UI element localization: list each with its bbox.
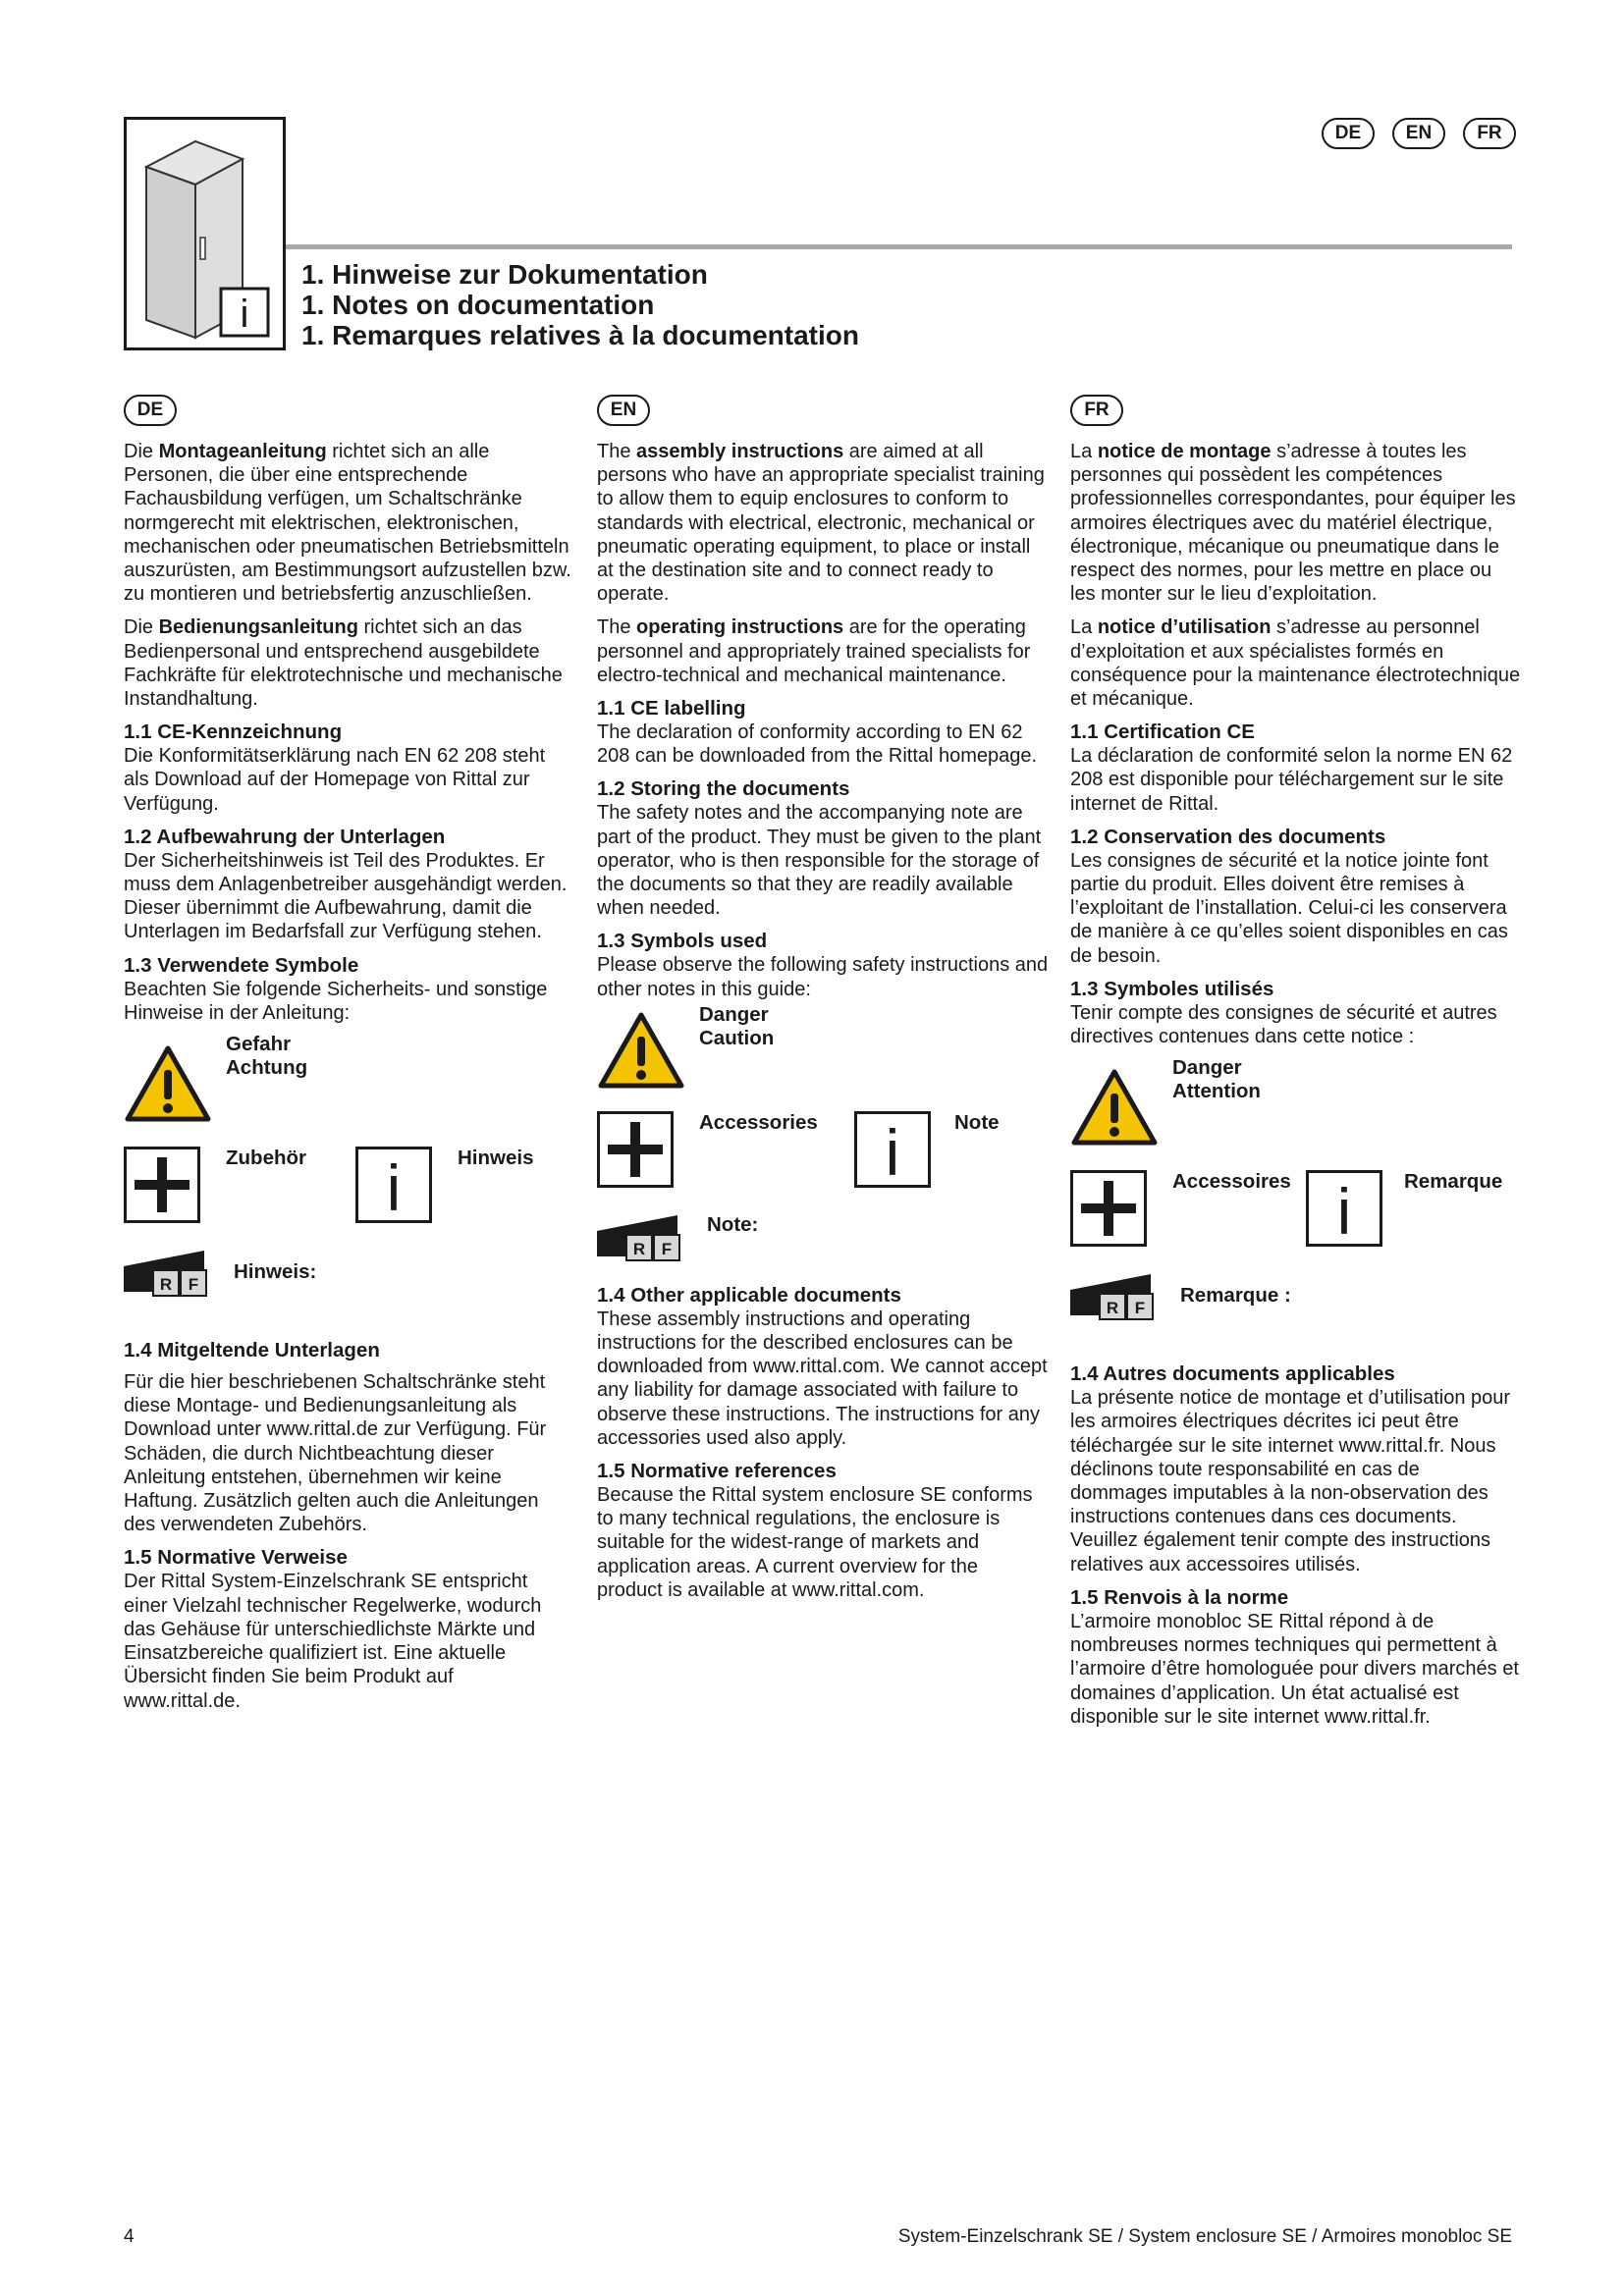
column-fr <box>1070 395 1522 1738</box>
info-icon <box>854 1111 931 1188</box>
section-text: Tenir compte des consignes de sécurité et autres directives contenues dans cette notice : <box>1070 1001 1497 1048</box>
title-fr: 1. Remarques relatives à la documentation <box>301 320 859 350</box>
paragraph: Die Montageanleitung richtet sich an alle Personen, die über eine entsprechende Fachausbildung verfügen, um Schaltschränke normgerecht mit elektrischen, elektronischen, mechanischen oder pneumatischen Betriebsmitteln auszurüsten, am Bestimmungsort aufzustellen bzw. zu montieren und betriebsfertig anzuschließen. <box>124 441 571 606</box>
column-de <box>124 395 575 1723</box>
section-text: These assembly instructions and operating instructions for the described enclosures can be downloaded from www.rittal.com. We cannot accept any liability for damage associated with failure to observe these instructions. The instructions for any accessories used also apply. <box>597 1308 1048 1449</box>
warning-symbol-row <box>1070 1054 1522 1148</box>
footer-title: System-Einzelschrank SE / System enclosure SE / Armoires monobloc SE <box>897 2226 1512 2247</box>
section-text: Die Konformitätserklärung nach EN 62 208 steht als Download auf der Homepage von Rittal zur Verfügung. <box>124 745 546 815</box>
caution-label: Caution <box>699 1026 775 1049</box>
title-en: 1. Notes on documentation <box>301 290 655 320</box>
rf-note-icon <box>1070 1272 1168 1327</box>
danger-label: Danger <box>699 1002 769 1026</box>
svg-text:R: R <box>159 1275 173 1295</box>
section-heading: 1.4 Mitgeltende Unterlagen <box>124 1339 380 1362</box>
section-heading: 1.2 Conservation des documents <box>1070 825 1386 848</box>
accessories-label: Accessoires <box>1172 1170 1291 1194</box>
section-text: Beachten Sie folgende Sicherheits- und sonstige Hinweise in der Anleitung: <box>124 978 548 1024</box>
rf-note-label: Remarque : <box>1180 1284 1291 1308</box>
section-text: Der Rittal System-Einzelschrank SE entspricht einer Vielzahl technischer Regelwerke, wodurch das Gehäuse für unterschiedlichste Märkte und Einsatzbereiche qualifiziert ist. Eine aktuelle Übersicht finden Sie beim Produkt auf www.rittal.de. <box>124 1571 542 1712</box>
page-title <box>301 259 859 350</box>
section-text: The safety notes and the accompanying note are part of the product. They must be given to the plant operator, who is then responsible for the storage of the documents so that they are readily available when needed. <box>597 802 1042 920</box>
plus-icon <box>124 1147 200 1223</box>
svg-text:F: F <box>188 1275 199 1295</box>
lang-pill-de: DE <box>124 395 177 426</box>
accessory-note-row <box>597 1101 1049 1209</box>
accessories-label: Accessories <box>699 1110 818 1134</box>
section-heading: 1.5 Normative references <box>597 1460 837 1483</box>
danger-label: Gefahr <box>226 1033 292 1056</box>
accessory-note-row <box>124 1137 575 1245</box>
section-text: Les consignes de sécurité et la notice jointe font partie du produit. Elles doivent être remises à l’exploitant de l’installation. Celui-ci les conservera de manière à ce qu’elles soient disponibles en cas de besoin. <box>1070 849 1508 967</box>
section-heading: 1.1 CE-Kennzeichnung <box>124 721 343 744</box>
section-text: Please observe the following safety instructions and other notes in this guide: <box>597 954 1049 1000</box>
page-number: 4 <box>124 2226 135 2247</box>
section-heading: 1.4 Other applicable documents <box>597 1283 901 1307</box>
svg-text:F: F <box>661 1239 673 1258</box>
warning-symbol-row <box>124 1031 575 1125</box>
title-de: 1. Hinweise zur Dokumentation <box>301 259 708 290</box>
info-icon <box>355 1147 432 1223</box>
lang-pill-en: EN <box>1392 118 1445 149</box>
plus-icon <box>1070 1170 1147 1247</box>
info-icon <box>1306 1170 1382 1247</box>
caution-label: Attention <box>1172 1080 1261 1103</box>
section-heading: 1.2 Aufbewahrung der Unterlagen <box>124 825 446 848</box>
warning-triangle-icon <box>124 1044 212 1123</box>
section-heading: 1.3 Symboles utilisés <box>1070 977 1274 1000</box>
paragraph: La notice d’utilisation s’adresse au personnel d’exploitation et aux spécialistes formés en conséquence pour la maintenance électrotechnique et mécanique. <box>1070 616 1521 711</box>
svg-text:R: R <box>1106 1299 1119 1318</box>
svg-text:i: i <box>885 1117 900 1181</box>
rf-note-row <box>124 1249 575 1339</box>
section-text: L’armoire monobloc SE Rittal répond à de nombreuses normes techniques qui permettent à l’armoire d’être homologuée pour divers marchés et domaines d’application. Un état actualisé est disponible sur le site internet www.rittal.fr. <box>1070 1610 1519 1728</box>
cabinet-icon <box>127 120 283 347</box>
note-label: Hinweis <box>458 1147 534 1170</box>
info-letter: i <box>240 293 249 336</box>
section-heading: 1.3 Verwendete Symbole <box>124 953 359 977</box>
svg-text:F: F <box>1134 1299 1146 1318</box>
warning-symbol-row <box>597 1002 1049 1101</box>
note-label: Remarque <box>1404 1170 1503 1194</box>
section-heading: 1.2 Storing the documents <box>597 777 850 801</box>
cabinet-illustration <box>124 117 286 350</box>
note-label: Note <box>954 1110 1000 1134</box>
section-heading: 1.5 Renvois à la norme <box>1070 1585 1289 1609</box>
paragraph: La notice de montage s’adresse à toutes les personnes qui possèdent les compétences professionnelles correspondantes, pour équiper les armoires électriques avec du matériel électrique, électronique, mécanique ou pneumatique dans le respect des normes, pour les mettre en place ou les monter sur le lieu d’exploitation. <box>1070 441 1516 606</box>
rf-note-icon <box>124 1249 222 1304</box>
rf-note-label: Hinweis: <box>234 1260 317 1284</box>
section-heading: 1.3 Symbols used <box>597 930 768 953</box>
rf-note-row <box>597 1213 1049 1284</box>
lang-pill-fr: FR <box>1070 395 1123 426</box>
lang-pill-de: DE <box>1322 118 1375 149</box>
section-heading: 1.5 Normative Verweise <box>124 1546 348 1570</box>
warning-triangle-icon <box>1070 1068 1159 1147</box>
section-heading: 1.4 Autres documents applicables <box>1070 1362 1395 1386</box>
section-text: The declaration of conformity according to EN 62 208 can be downloaded from the Rittal homepage. <box>597 721 1038 768</box>
svg-text:R: R <box>632 1239 646 1258</box>
section-text: La déclaration de conformité selon la norme EN 62 208 est disponible pour téléchargement sur le site internet de Rittal. <box>1070 745 1513 815</box>
lang-pill-en: EN <box>597 395 650 426</box>
rf-note-icon <box>597 1213 695 1268</box>
section-text: La présente notice de montage et d’utilisation pour les armoires électriques décrites ici peut être téléchargée sur le site internet www.rittal.fr. Nous déclinons toute responsabilité en cas de dommages imputables à la non-observation des instructions contenues dans ces documents. Veuillez également tenir compte des instructions relatives aux accessoires utilisés. <box>1070 1387 1511 1575</box>
plus-icon <box>597 1111 674 1188</box>
paragraph: The assembly instructions are aimed at all persons who have an appropriate specialist training to allow them to equip enclosures to conform to standards with electrical, electronic, mechanical or pneumatic operating equipment, to place or install at the destination site and to connect ready to operate. <box>597 441 1045 606</box>
rf-note-row <box>1070 1272 1522 1362</box>
section-text: Because the Rittal system enclosure SE conforms to many technical regulations, the enclosure is suitable for the widest-range of markets and application areas. A current overview for the product is available at www.rittal.com. <box>597 1484 1033 1601</box>
svg-text:i: i <box>386 1153 402 1217</box>
rf-note-label: Note: <box>707 1212 759 1236</box>
section-text: Für die hier beschriebenen Schaltschränke steht diese Montage- und Bedienungsanleitung als Download unter www.rittal.de zur Verfügung. Für Schäden, die durch Nichtbeachtung dieser Anleitung entstehen, übernehmen wir keine Haftung. Zusätzlich gelten auch die Anleitungen des verwendeten Zubehörs. <box>124 1371 547 1536</box>
column-en <box>597 395 1049 1612</box>
accessories-label: Zubehör <box>226 1147 306 1170</box>
svg-text:i: i <box>1336 1177 1352 1241</box>
paragraph: The operating instructions are for the operating personnel and appropriately trained specialists for electro-technical and mechanical maintenance. <box>597 616 1031 686</box>
caution-label: Achtung <box>226 1056 308 1080</box>
section-text: Der Sicherheitshinweis ist Teil des Produktes. Er muss dem Anlagenbetreiber ausgehändigt werden. Dieser übernimmt die Aufbewahrung, damit die Unterlagen im Bedarfsfall zur Verfügung stehen. <box>124 849 568 943</box>
warning-triangle-icon <box>597 1011 685 1090</box>
danger-label: Danger <box>1172 1056 1242 1080</box>
section-heading: 1.1 CE labelling <box>597 697 746 721</box>
accessory-note-row <box>1070 1160 1522 1268</box>
lang-pill-fr: FR <box>1463 118 1516 149</box>
header-rule <box>286 244 1512 249</box>
section-heading: 1.1 Certification CE <box>1070 721 1255 744</box>
paragraph: Die Bedienungsanleitung richtet sich an das Bedienpersonal und entsprechend ausgebildete Fachkräfte für elektrotechnische und mechanische Instandhaltung. <box>124 616 563 711</box>
